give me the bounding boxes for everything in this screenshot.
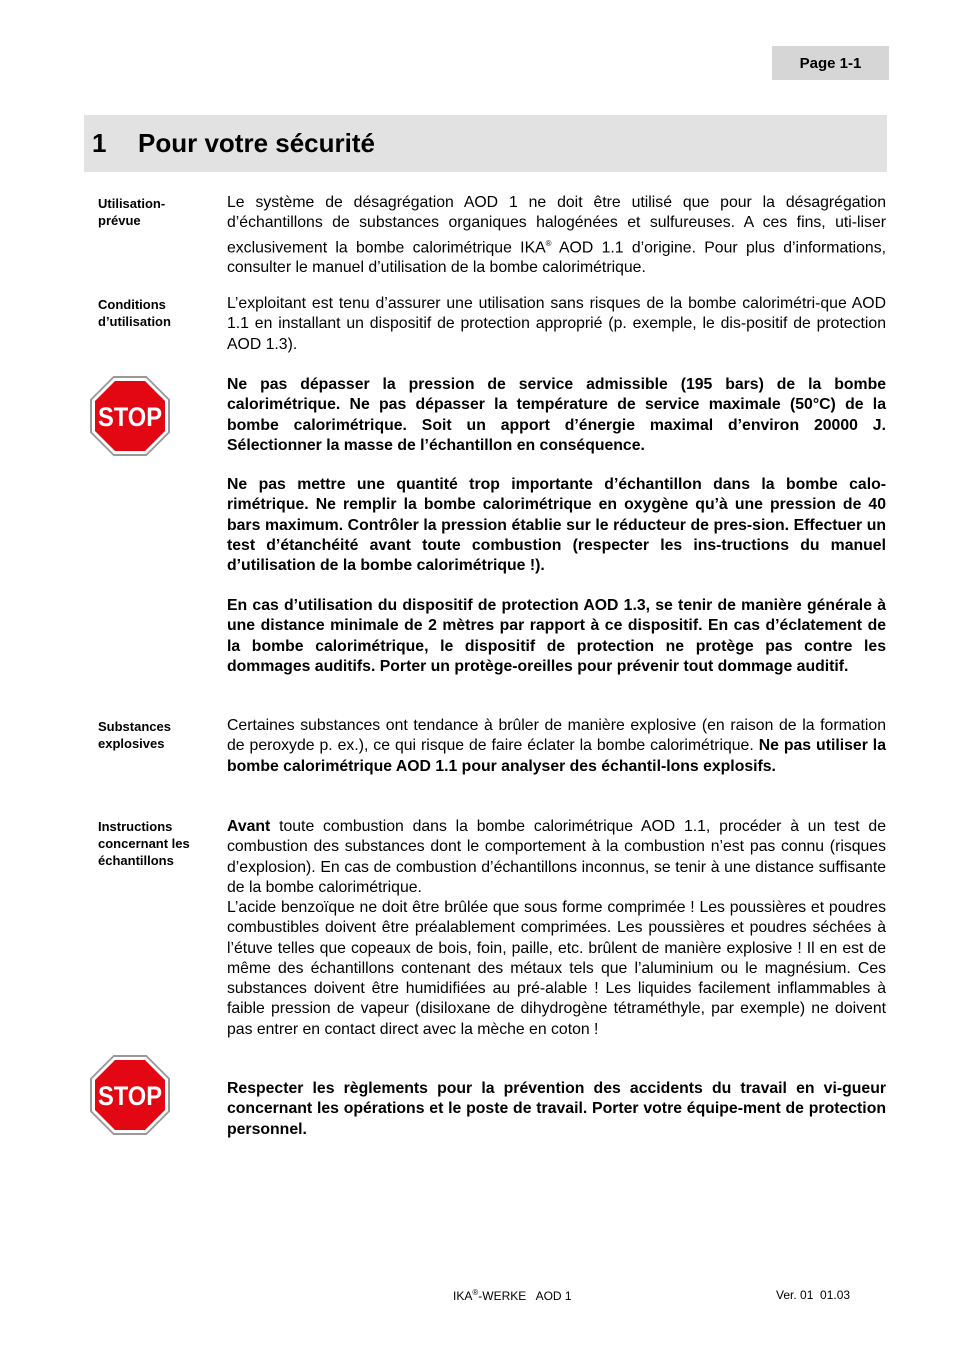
paragraph-utilisation	[227, 193, 886, 278]
footer-version: Ver. 01 01.03	[776, 1288, 851, 1302]
stop-sign-icon	[90, 1055, 170, 1135]
paragraph-substances	[227, 716, 886, 777]
utilisation-text-before: Le système de désagrégation AOD 1 ne doit être utilisé que pour la désagrégation d’échantillons de substances organiques halogénées et sulfureuses. A ces fins, uti-liser exclusivement la bombe calorimétrique IKA	[227, 194, 886, 256]
registered-mark: ®	[545, 238, 552, 248]
footer-brand	[453, 1288, 572, 1303]
footer-registered-mark: ®	[472, 1288, 479, 1297]
substances-text: Certaines substances ont tendance à brûler de manière explosive (en raison de la formation de peroxyde p. ex.), ce qui risque de faire éclater la bombe calorimétrique.	[227, 717, 886, 755]
warning-paragraph-2: Ne pas mettre une quantité trop importante d’échantillon dans la bombe calo-rimétrique. Ne remplir la bombe calorimétrique en oxygène qu’à une pression de 40 bars maximum. Contrôler la pression établie sur le réducteur de pres-sion. Effectuer un test d’étanchéité avant toute combustion (respecter les ins-tructions du manuel d’utilisation de la bombe calorimétrique !).	[227, 476, 886, 575]
warning-paragraph-3: En cas d’utilisation du dispositif de protection AOD 1.3, se tenir de manière générale à une distance minimale de 2 mètres par rapport à ce dispositif. En cas d’éclatement de la bombe calorimétrique, le dispositif de protection ne protège pas contre les dommages auditifs. Porter un protège-oreilles pour prévenir tout dommage auditif.	[227, 597, 886, 675]
footer-brand-name: IKA	[453, 1289, 473, 1303]
label-conditions: Conditions d’utilisation	[98, 297, 171, 329]
instructions-text-1: toute combustion dans la bombe calorimétrique AOD 1.1, procéder à un test de combustion des substances dont le comportement à la combustion n’est pas connu (risques d’explosion). En cas de combustion d’échantillons inconnus, se tenir à une distance suffisante de la bombe calorimétrique.	[227, 818, 886, 896]
section-number: 1	[92, 128, 107, 158]
paragraph-instructions-2: L’acide benzoïque ne doit être brûlée que sous forme comprimée ! Les poussières et poudres combustibles doivent être préalablement comprimées. Les poussières et poudres séchées à l’étuve telles que copeaux de bois, foin, paille, etc. brûlent de manière explosive ! Il en est de même des échantillons contenant des métaux tels que l’aluminium ou le magnésium. Ces substances doivent être humidifiées au pré-alable ! Les liquides facilement inflammables à faible pression de vapeur (disiloxane de dihydrogène tétraméthyle, par exemple) ne doivent pas entrer en contact direct avec la mèche en coton !	[227, 899, 886, 1038]
warning-paragraph-4: Respecter les règlements pour la prévention des accidents du travail en vi-gueur concernant les opérations et le poste de travail. Porter votre équipe-ment de protection personnel.	[227, 1080, 886, 1138]
paragraph-instructions-1	[227, 817, 886, 898]
stop-sign-text: STOP	[98, 1081, 162, 1111]
stop-sign-icon	[90, 376, 170, 456]
paragraph-conditions: L’exploitant est tenu d’assurer une utilisation sans risques de la bombe calorimétri-que AOD 1.1 en installant un dispositif de protection approprié (p. exemple, le dis-positif de protection AOD 1.3).	[227, 295, 886, 353]
instructions-lead: Avant	[227, 818, 271, 835]
label-substances: Substances explosives	[98, 719, 171, 751]
warning-paragraph-1: Ne pas dépasser la pression de service admissible (195 bars) de la bombe calorimétrique. Ne pas dépasser la température de service maximale (50°C) de la bombe calorimétrique. Soit un apport d’énergie maximal d’environ 20000 J. Sélectionner la masse de l’échantillon en conséquence.	[227, 376, 886, 454]
stop-sign-text: STOP	[98, 402, 162, 432]
substances-bold-text: Ne pas utiliser la bombe calorimétrique AOD 1.1 pour analyser des échantil-lons explosifs.	[227, 737, 886, 775]
section-title-text: Pour votre sécurité	[138, 128, 375, 158]
footer-brand-rest: -WERKE AOD 1	[478, 1289, 572, 1303]
label-instructions: Instructions concernant les échantillons	[98, 819, 190, 868]
utilisation-text-after: AOD 1.1 d’origine. Pour plus d’informations, consulter le manuel d’utilisation de la bombe calorimétrique.	[227, 238, 886, 277]
page-number-badge: Page 1-1	[772, 46, 889, 80]
section-title	[84, 115, 887, 172]
label-utilisation: Utilisation- prévue	[98, 196, 166, 228]
